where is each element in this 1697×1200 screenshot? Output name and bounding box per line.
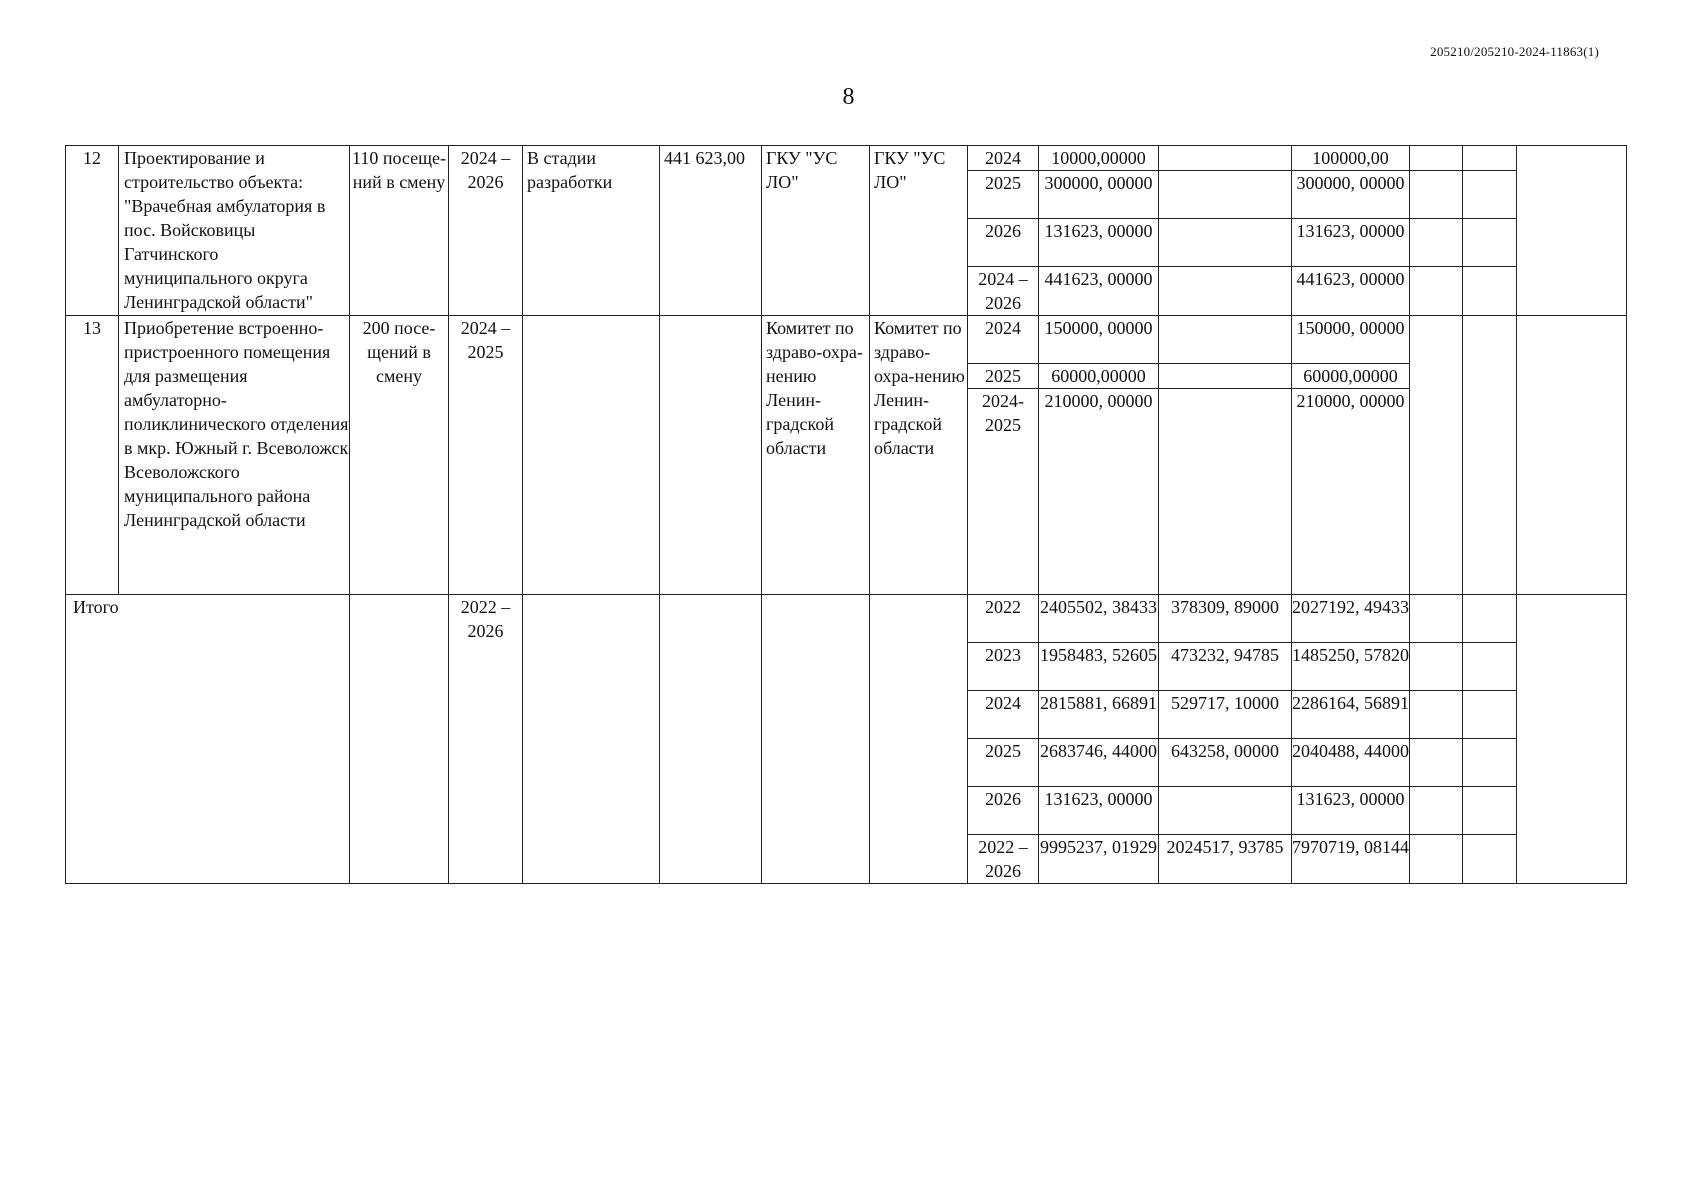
funding-extra-1	[1410, 595, 1463, 643]
funding-year: 2025	[968, 171, 1039, 219]
funding-federal: 643258, 00000	[1159, 739, 1292, 787]
funding-year: 2024	[968, 691, 1039, 739]
funding-regional: 2027192, 49433	[1292, 595, 1410, 643]
total-cost	[660, 595, 762, 884]
funding-extra-2	[1463, 739, 1517, 787]
funding-federal	[1159, 389, 1292, 595]
funding-total: 300000, 00000	[1039, 171, 1159, 219]
funding-total: 2405502, 38433	[1039, 595, 1159, 643]
funding-regional: 1485250, 57820	[1292, 643, 1410, 691]
funding-year: 2026	[968, 787, 1039, 835]
funding-year: 2026	[968, 219, 1039, 267]
total-capacity	[350, 595, 449, 884]
funding-regional: 2286164, 56891	[1292, 691, 1410, 739]
funding-total: 60000,00000	[1039, 364, 1159, 389]
funding-federal: 529717, 10000	[1159, 691, 1292, 739]
funding-total: 2683746, 44000	[1039, 739, 1159, 787]
funding-total: 131623, 00000	[1039, 219, 1159, 267]
project-stage	[523, 316, 660, 595]
estimated-cost	[660, 316, 762, 595]
funding-federal	[1159, 787, 1292, 835]
funding-regional: 60000,00000	[1292, 364, 1410, 389]
funding-total: 441623, 00000	[1039, 267, 1159, 316]
funding-federal	[1159, 171, 1292, 219]
funding-extra-2	[1463, 787, 1517, 835]
total-stage	[523, 595, 660, 884]
funding-year: 2024- 2025	[968, 389, 1039, 595]
funding-total: 2815881, 66891	[1039, 691, 1159, 739]
funding-year: 2023	[968, 643, 1039, 691]
funding-total: 210000, 00000	[1039, 389, 1159, 595]
implementation-period: 2024 – 2026	[449, 146, 523, 316]
funding-year: 2024 – 2026	[968, 267, 1039, 316]
row-number: 13	[66, 316, 119, 595]
object-name: Приобретение встроенно-пристроенного помещения для размещения амбулаторно-поликлинического отделения в мкр. Южный г. Всеволожск Всеволожского муниципального района Ленинградской области	[119, 316, 350, 595]
funding-year: 2024	[968, 316, 1039, 364]
executor: Комитет по здраво-охра-нению Ленин-градской области	[870, 316, 968, 595]
funding-extra-1	[1410, 643, 1463, 691]
row-number: 12	[66, 146, 119, 316]
funding-federal	[1159, 146, 1292, 171]
funding-extra-2	[1463, 219, 1517, 267]
document-registration-number: 205210/205210-2024-11863(1)	[1430, 44, 1599, 59]
notes-cell	[1517, 595, 1627, 884]
funding-extra-2	[1463, 146, 1517, 171]
funding-total: 9995237, 01929	[1039, 835, 1159, 884]
funding-year: 2025	[968, 364, 1039, 389]
funding-regional: 210000, 00000	[1292, 389, 1410, 595]
funding-year: 2022 – 2026	[968, 835, 1039, 884]
estimated-cost: 441 623,00	[660, 146, 762, 316]
funding-extra-2	[1463, 691, 1517, 739]
funding-federal: 2024517, 93785	[1159, 835, 1292, 884]
funding-extra-2	[1463, 267, 1517, 316]
funding-extra-1	[1410, 219, 1463, 267]
table-row	[66, 595, 1627, 643]
funding-extra-1	[1410, 316, 1463, 595]
total-executor	[870, 595, 968, 884]
funding-extra-2	[1463, 316, 1517, 595]
object-name: Проектирование и строительство объекта: "Врачебная амбулатория в пос. Войсковицы Гатчинского муниципального округа Ленинградской области"	[119, 146, 350, 316]
funding-federal	[1159, 267, 1292, 316]
funding-regional: 100000,00	[1292, 146, 1410, 171]
funding-regional: 441623, 00000	[1292, 267, 1410, 316]
funding-extra-1	[1410, 146, 1463, 171]
funding-total: 131623, 00000	[1039, 787, 1159, 835]
funding-total: 1958483, 52605	[1039, 643, 1159, 691]
funding-extra-1	[1410, 267, 1463, 316]
funding-extra-2	[1463, 643, 1517, 691]
funding-extra-1	[1410, 787, 1463, 835]
customer: Комитет по здраво-охра-нению Ленин-градской области	[762, 316, 870, 595]
funding-year: 2025	[968, 739, 1039, 787]
page-number: 8	[842, 84, 855, 110]
funding-extra-2	[1463, 595, 1517, 643]
funding-federal	[1159, 364, 1292, 389]
funding-regional: 2040488, 44000	[1292, 739, 1410, 787]
funding-total: 10000,00000	[1039, 146, 1159, 171]
funding-total: 150000, 00000	[1039, 316, 1159, 364]
funding-regional: 7970719, 08144	[1292, 835, 1410, 884]
table-row	[66, 316, 1627, 364]
funding-federal	[1159, 316, 1292, 364]
total-customer	[762, 595, 870, 884]
object-capacity: 200 посе-щений в смену	[350, 316, 449, 595]
funding-extra-2	[1463, 835, 1517, 884]
funding-year: 2022	[968, 595, 1039, 643]
funding-federal: 473232, 94785	[1159, 643, 1292, 691]
table-row	[66, 146, 1627, 171]
customer: ГКУ "УС ЛО"	[762, 146, 870, 316]
funding-federal: 378309, 89000	[1159, 595, 1292, 643]
funding-regional: 300000, 00000	[1292, 171, 1410, 219]
object-capacity: 110 посеще-ний в смену	[350, 146, 449, 316]
funding-regional: 150000, 00000	[1292, 316, 1410, 364]
funding-extra-1	[1410, 691, 1463, 739]
funding-extra-1	[1410, 835, 1463, 884]
notes-cell	[1517, 316, 1627, 595]
project-stage: В стадии разработки	[523, 146, 660, 316]
funding-regional: 131623, 00000	[1292, 219, 1410, 267]
total-period: 2022 – 2026	[449, 595, 523, 884]
executor: ГКУ "УС ЛО"	[870, 146, 968, 316]
funding-extra-1	[1410, 739, 1463, 787]
funding-extra-2	[1463, 171, 1517, 219]
funding-regional: 131623, 00000	[1292, 787, 1410, 835]
funding-federal	[1159, 219, 1292, 267]
funding-extra-1	[1410, 171, 1463, 219]
total-label: Итого	[66, 595, 350, 884]
funding-year: 2024	[968, 146, 1039, 171]
implementation-period: 2024 – 2025	[449, 316, 523, 595]
notes-cell	[1517, 146, 1627, 316]
program-objects-table	[65, 145, 1627, 884]
